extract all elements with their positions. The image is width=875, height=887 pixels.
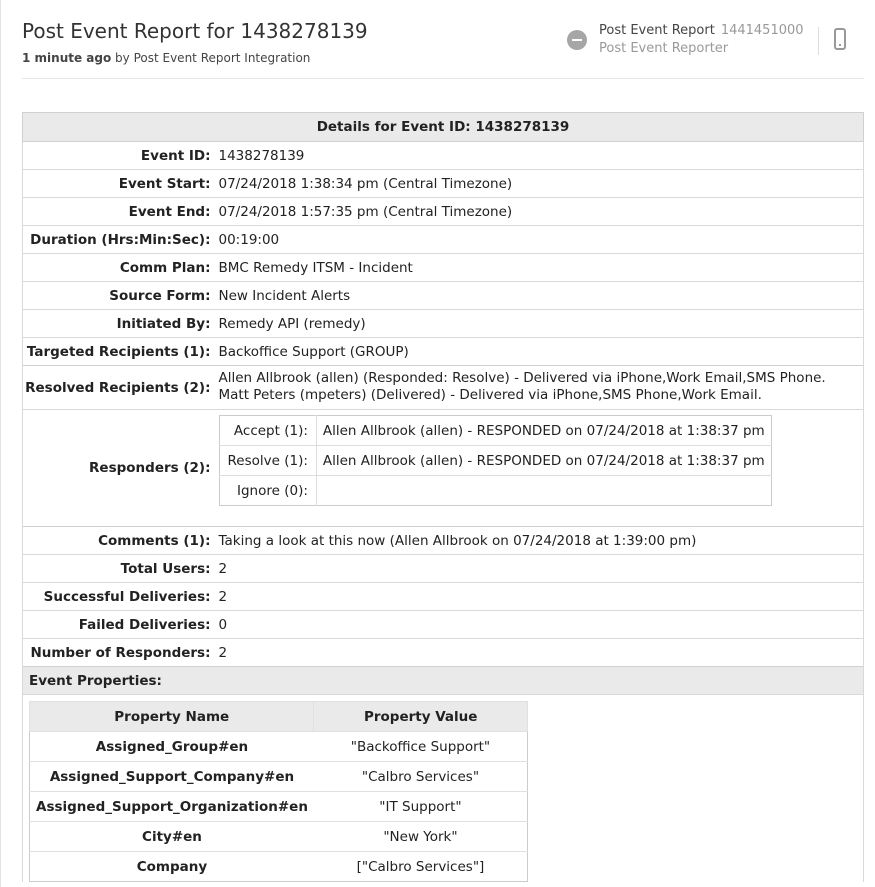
- detail-row: [23, 142, 864, 170]
- detail-value: 2: [219, 555, 864, 583]
- details-header-row: [23, 113, 864, 142]
- header-divider-line: [22, 78, 864, 79]
- stop-circle-icon: [567, 30, 587, 50]
- detail-value: BMC Remedy ITSM - Incident: [219, 254, 864, 282]
- detail-label: Source Form:: [23, 282, 219, 310]
- detail-row: [23, 611, 864, 639]
- property-value: "IT Support": [314, 792, 528, 822]
- property-value: "Calbro Services": [314, 762, 528, 792]
- detail-label: Event Start:: [23, 170, 219, 198]
- resolved-recipient-line: Matt Peters (mpeters) (Delivered) - Delivered via iPhone,SMS Phone,Work Email.: [218, 387, 762, 403]
- responder-row: [219, 476, 771, 506]
- mobile-phone-icon[interactable]: [834, 28, 846, 50]
- property-value: "New York": [314, 822, 528, 852]
- property-name: Company: [30, 852, 314, 882]
- detail-label: Comm Plan:: [23, 254, 219, 282]
- properties-header-row: [30, 702, 528, 732]
- event-properties-cell: [23, 695, 864, 883]
- detail-value: 0: [219, 611, 864, 639]
- responder-response-label: Ignore (0):: [219, 476, 316, 506]
- event-properties-label: Event Properties:: [23, 667, 864, 695]
- property-value: ["Calbro Services"]: [314, 852, 528, 882]
- detail-label: Number of Responders:: [23, 639, 219, 667]
- detail-row: [23, 338, 864, 366]
- responders-label: Responders (2):: [23, 410, 219, 527]
- detail-value: 00:19:00: [219, 226, 864, 254]
- event-properties-row: [23, 667, 864, 695]
- detail-row: [23, 254, 864, 282]
- resolved-recipient-line: Allen Allbrook (allen) (Responded: Resolve) - Delivered via iPhone,Work Email,SMS Phone.: [218, 370, 826, 386]
- detail-row: [23, 639, 864, 667]
- responder-row: [219, 416, 771, 446]
- time-ago: 1 minute ago: [22, 51, 112, 65]
- event-properties-table: [29, 701, 528, 882]
- header-divider: [818, 27, 819, 55]
- property-name-header: Property Name: [30, 702, 314, 732]
- responders-value: [219, 410, 864, 527]
- detail-value: Taking a look at this now (Allen Allbrook on 07/24/2018 at 1:39:00 pm): [219, 527, 864, 555]
- detail-value: 2: [219, 639, 864, 667]
- responder-response-value: [316, 476, 771, 506]
- detail-row: [23, 555, 864, 583]
- detail-value: 1438278139: [219, 142, 864, 170]
- responder-response-label: Resolve (1):: [219, 446, 316, 476]
- detail-label: Initiated By:: [23, 310, 219, 338]
- property-name: Assigned_Support_Organization#en: [30, 792, 314, 822]
- details-rows-after: [23, 527, 864, 667]
- details-header: Details for Event ID: 1438278139: [23, 113, 864, 142]
- detail-value: 07/24/2018 1:57:35 pm (Central Timezone): [219, 198, 864, 226]
- property-value: "Backoffice Support": [314, 732, 528, 762]
- details-rows: [23, 142, 864, 366]
- responders-row: [23, 410, 864, 527]
- detail-value: New Incident Alerts: [219, 282, 864, 310]
- report-meta: [22, 51, 310, 65]
- property-row: [30, 762, 528, 792]
- detail-value: 2: [219, 583, 864, 611]
- resolved-recipients-value: [219, 366, 864, 410]
- source-info: [599, 23, 804, 38]
- report-header: [1, 0, 875, 80]
- responder-response-value: Allen Allbrook (allen) - RESPONDED on 07/24/2018 at 1:38:37 pm: [316, 416, 771, 446]
- author-text: by Post Event Report Integration: [115, 51, 311, 65]
- property-name: Assigned_Group#en: [30, 732, 314, 762]
- property-row: [30, 732, 528, 762]
- detail-value: Remedy API (remedy): [219, 310, 864, 338]
- property-value-header: Property Value: [314, 702, 528, 732]
- source-name: Post Event Report: [599, 23, 715, 38]
- detail-label: Total Users:: [23, 555, 219, 583]
- detail-label: Failed Deliveries:: [23, 611, 219, 639]
- detail-row: [23, 198, 864, 226]
- property-row: [30, 852, 528, 882]
- detail-row: [23, 170, 864, 198]
- detail-row: [23, 527, 864, 555]
- detail-label: Duration (Hrs:Min:Sec):: [23, 226, 219, 254]
- detail-label: Comments (1):: [23, 527, 219, 555]
- property-row: [30, 822, 528, 852]
- property-name: Assigned_Support_Company#en: [30, 762, 314, 792]
- detail-label: Event End:: [23, 198, 219, 226]
- responder-response-label: Accept (1):: [233, 422, 308, 439]
- property-name: City#en: [30, 822, 314, 852]
- responders-table: [219, 415, 772, 506]
- event-details-table: [22, 112, 864, 882]
- detail-row: [23, 583, 864, 611]
- detail-row: [23, 282, 864, 310]
- detail-label: Successful Deliveries:: [23, 583, 219, 611]
- detail-row: [23, 310, 864, 338]
- detail-value: Backoffice Support (GROUP): [219, 338, 864, 366]
- source-number: 1441451000: [720, 23, 804, 38]
- detail-value: 07/24/2018 1:38:34 pm (Central Timezone): [219, 170, 864, 198]
- responder-response-value: Allen Allbrook (allen) - RESPONDED on 07/24/2018 at 1:38:37 pm: [316, 446, 771, 476]
- responder-row: [219, 446, 771, 476]
- resolved-recipients-row: [23, 366, 864, 410]
- source-subtitle: Post Event Reporter: [599, 41, 729, 56]
- property-row: [30, 792, 528, 822]
- event-properties-content: [23, 695, 864, 883]
- detail-label: Targeted Recipients (1):: [23, 338, 219, 366]
- detail-row: [23, 226, 864, 254]
- resolved-recipients-label: Resolved Recipients (2):: [23, 366, 219, 410]
- detail-label: Event ID:: [23, 142, 219, 170]
- page-title: Post Event Report for 1438278139: [22, 19, 368, 43]
